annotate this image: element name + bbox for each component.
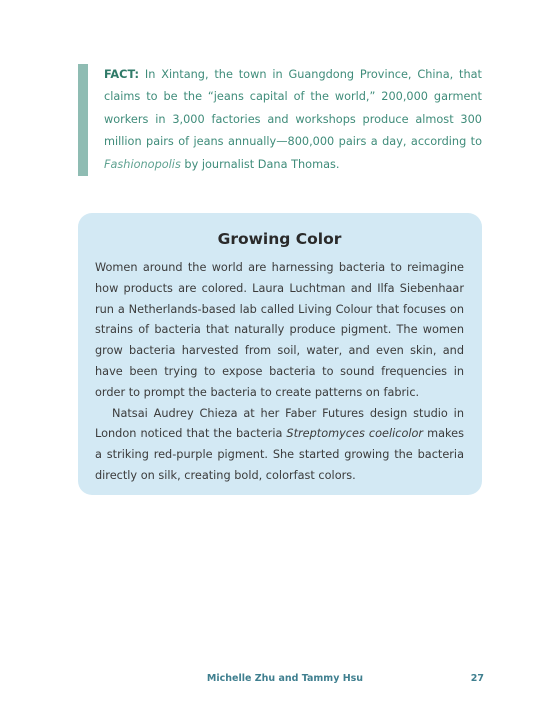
fact-text-before: In Xintang, the town in Guangdong Province, China, that claims to be the “jeans capital of the world,” 200,000 garment workers in 3,000 factories and workshops produce almost 300 million pairs of jeans annually—800,000 pairs a day, according to	[104, 68, 482, 149]
fact-text-after: by journalist Dana Thomas.	[180, 157, 340, 171]
sidebar-paragraph-2-before: Natsai Audrey Chieza at her Faber Futures design studio in London noticed that the bacteria	[95, 406, 464, 441]
page-footer	[0, 673, 560, 689]
sidebar-paragraph-2-after: makes a striking red-purple pigment. She started growing the bacteria directly on silk, creating bold, colorfast colors.	[95, 427, 464, 482]
footer-authors: Michelle Zhu and Tammy Hsu	[206, 673, 364, 684]
growing-color-sidebar	[78, 213, 482, 495]
fact-paragraph	[104, 64, 482, 176]
page-number: 27	[470, 673, 484, 684]
sidebar-paragraph-1: Women around the world are harnessing bacteria to reimagine how products are colored. Laura Luchtman and Ilfa Siebenhaar run a Netherlands-based lab called Living Colour that focuses on strains of bacteria that naturally produce pigment. The women grow bacteria harvested from soil, water, and even skin, and have been trying to expose bacteria to sound frequencies in order to prompt the bacteria to create patterns on fabric.	[95, 261, 464, 399]
fact-callout	[78, 64, 482, 176]
sidebar-paragraph-2	[95, 404, 464, 487]
species-name: Streptomyces coelicolor	[286, 427, 424, 441]
sidebar-title: Growing Color	[217, 230, 342, 248]
fact-book-title: Fashionopolis	[104, 157, 181, 171]
fact-label: FACT:	[104, 68, 140, 81]
